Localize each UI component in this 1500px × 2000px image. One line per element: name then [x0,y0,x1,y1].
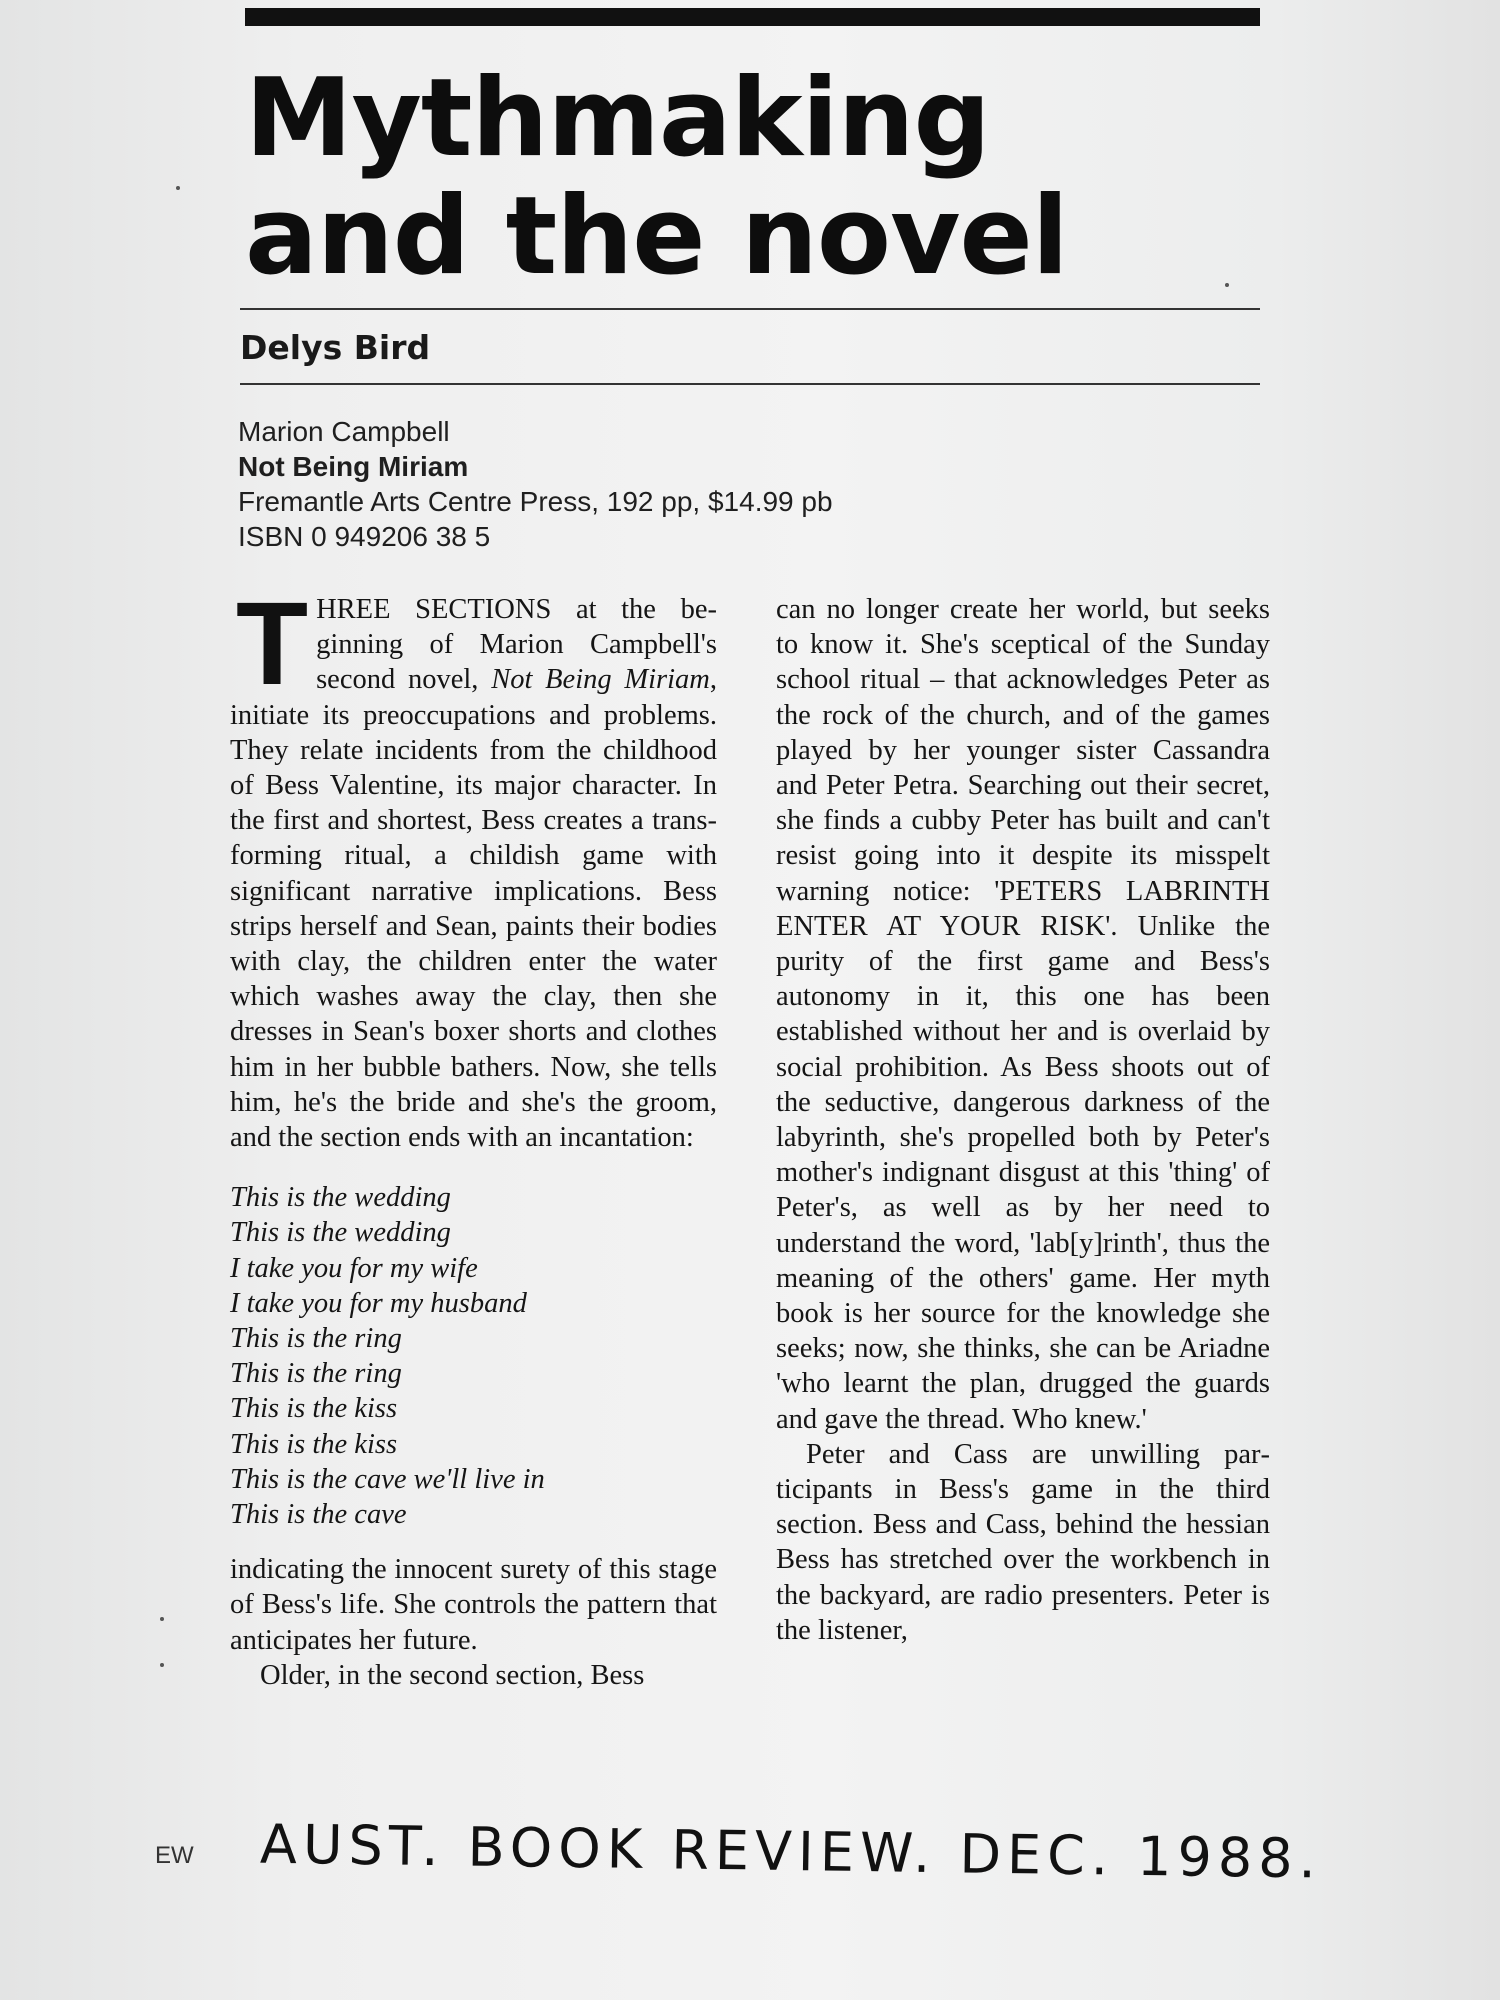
poem-line: This is the wedding [230,1217,451,1249]
poem-line: This is the ring [230,1358,402,1390]
poem-line: I take you for my husband [230,1287,527,1319]
poem-line: This is the kiss [230,1428,398,1460]
headline [245,56,1275,299]
divider-rule [240,383,1260,385]
book-title: Not Being Miriam [238,451,469,482]
inline-book-title: Not Being Miriam [491,664,710,696]
paragraph-text: , initiate its preoccupations and problems. They relate incidents from the childhood of Bess Valentine, its major character. In the first and shortest, Bess creates a transforming ritual, a childish game with significant narrative implications. Bess strips herself and Sean, paints their bodies with clay, the children enter the water which washes away the clay, then she dresses in Sean's boxer shorts and clothes him in her bubble bathers. Now, she tells him, he's the bride and she's the groom, and the section ends with an incantation: [230,664,717,1154]
paragraph: indicating the innocent surety of this stage of Bess's life. She controls the pattern that anticipates her future. [230,1554,717,1656]
book-details [238,414,833,554]
paragraph: Older, in the second section, Bess [260,1659,645,1691]
paper-speck [160,1663,164,1667]
poem-line: I take you for my wife [230,1252,478,1284]
book-isbn: ISBN 0 949206 38 5 [238,521,491,552]
byline: Delys Bird [240,328,431,367]
top-rule [245,8,1260,26]
paragraph: can no longer create her world, but seeks to know it. She's sceptical of the Sunday school ritual – that acknowledges Peter as the rock of the church, and of the games played by her younger sister Cassandra and Peter Petra. Searching out their secret, she finds a cubby Peter has built and can't resist going into it despite its misspelt warning notice: 'PETERS LABRINTH ENTER AT YOUR RISK'. Unlike the purity of the first game and Bess's autonomy in it, this one has been established without her and is overlaid by social prohibition. As Bess shoots out of the seductive, dangerous darkness of the labyrinth, she's propelled both by Peter's mother's indignant disgust at this 'thing' of Peter's, as well as by her need to understand the word, 'lab[y]rinth', thus the meaning of the others' game. Her myth book is her source for the knowledge she seeks; now, she thinks, she can be Ariadne 'who learnt the plan, drugged the guards and gave the thread. Who knew.' [776,594,1270,1435]
divider-rule [240,308,1260,310]
paper-speck [176,186,180,190]
book-publisher: Fremantle Arts Centre Press, 192 pp, $14.99 pb [238,486,833,517]
headline-line-2: and the novel [245,174,1068,299]
body-column-right [776,592,1270,1648]
page-header-fragment: EW [155,1842,194,1869]
body-column-left [230,578,717,1693]
paper-speck [160,1617,164,1621]
poem-line: This is the cave [230,1499,407,1531]
poem-line: This is the ring [230,1323,402,1355]
paragraph [230,578,717,1155]
paragraph: Peter and Cass are unwilling participants in Bess's game in the third section. Bess and Cass, behind the hessian Bess has stretched over the workbench in the backyard, are radio presenters. Peter is the listener, [776,1438,1270,1646]
poem-line: This is the wedding [230,1182,451,1214]
poem-incantation [230,1180,717,1532]
handwritten-note: AUST. BOOK REVIEW. DEC. 1988. [259,1812,1323,1891]
paper-speck [1225,283,1229,287]
poem-line: This is the cave we'll live in [230,1463,545,1495]
headline-line-1: Mythmaking [245,56,990,181]
poem-line: This is the kiss [230,1393,398,1425]
page-footer [150,1812,1430,1930]
paragraph-lead: HREE SECTIONS at the beginning of Marion Campbell's second novel, [316,594,717,696]
drop-cap: T [236,578,309,710]
book-author: Marion Campbell [238,416,450,447]
